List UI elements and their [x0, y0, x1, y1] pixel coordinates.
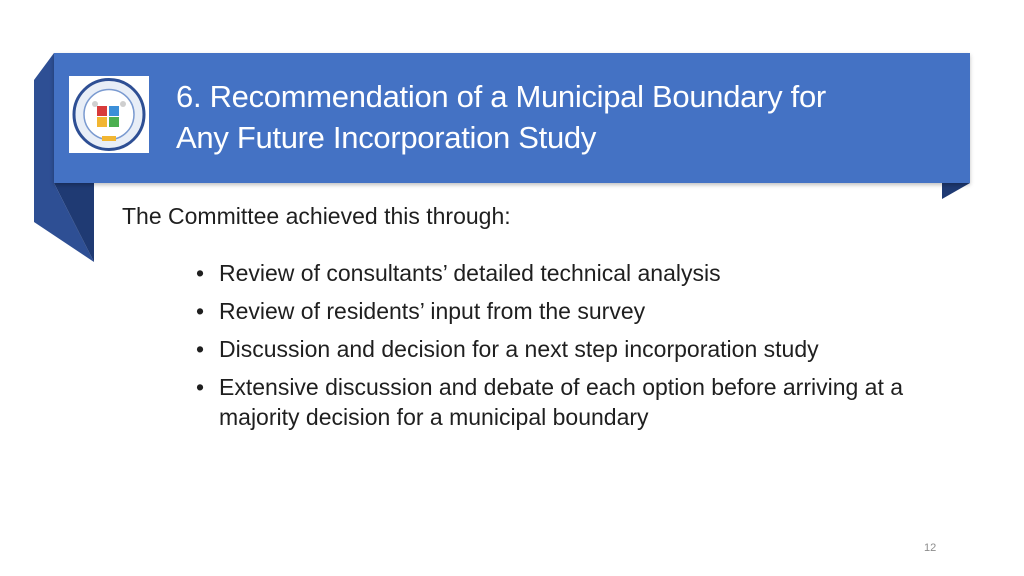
bullet-dot-icon: •: [196, 298, 205, 324]
bullet-text: Review of consultants’ detailed technical analysis: [219, 260, 721, 286]
page-number: 12: [924, 542, 937, 554]
bullet-item: [194, 296, 954, 326]
bullet-item: [194, 334, 954, 364]
bullet-text: Extensive discussion and debate of each option before arriving at a majority decision for a municipal boundary: [219, 374, 904, 430]
slide-title-line-2: Any Future Incorporation Study: [176, 120, 597, 155]
ribbon-right-fold: [942, 183, 970, 199]
bullet-text: Discussion and decision for a next step incorporation study: [219, 336, 819, 362]
slide-title-line-1: 6. Recommendation of a Municipal Boundary for: [176, 79, 826, 114]
bullet-dot-icon: •: [196, 374, 205, 400]
bullet-text: Review of residents’ input from the survey: [219, 298, 646, 324]
slide-title: [176, 76, 956, 158]
bullet-item: [194, 372, 954, 432]
bullet-dot-icon: •: [196, 336, 205, 362]
bullet-item: [194, 258, 954, 288]
intro-text: The Committee achieved this through:: [122, 203, 511, 229]
bullet-dot-icon: •: [196, 260, 205, 286]
bullet-list: [194, 258, 954, 440]
committee-seal-icon: [69, 76, 149, 153]
